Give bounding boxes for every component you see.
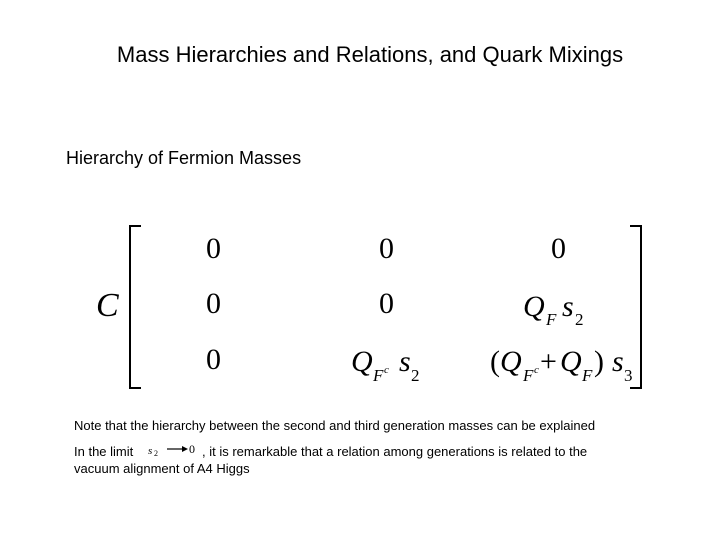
svg-text:(: ( <box>490 345 500 378</box>
matrix-cell-r2c1: 0 <box>206 287 221 320</box>
svg-text:s: s <box>148 445 153 457</box>
matrix-cell-r3c1: 0 <box>206 343 221 376</box>
note-line-2-prefix: In the limit <box>74 444 134 459</box>
svg-text:2: 2 <box>575 310 584 329</box>
note-line-3: vacuum alignment of A4 Higgs <box>74 461 250 476</box>
svg-text:Q: Q <box>560 345 582 378</box>
matrix-cell-r1c3: 0 <box>551 232 566 265</box>
svg-text:2: 2 <box>411 366 420 385</box>
matrix-cell-r2c2: 0 <box>379 287 394 320</box>
svg-text:s: s <box>399 345 411 378</box>
svg-text:+: + <box>540 345 557 378</box>
note-line-2-suffix: , it is remarkable that a relation among generations is related to the <box>202 444 588 459</box>
note-line-1: Note that the hierarchy between the second and third generation masses can be explained <box>74 418 596 433</box>
limit-expression <box>146 438 200 460</box>
matrix-right-bracket <box>630 226 641 388</box>
matrix-cell-r3c3 <box>490 345 633 385</box>
matrix-cell-r3c2 <box>351 345 420 385</box>
matrix-cell-r2c3 <box>523 290 584 329</box>
svg-text:0: 0 <box>189 442 195 456</box>
matrix-prefactor: C <box>96 287 119 324</box>
mass-matrix <box>90 218 660 398</box>
svg-text:c: c <box>534 364 539 376</box>
matrix-left-bracket <box>130 226 141 388</box>
svg-text:F: F <box>546 310 557 329</box>
svg-text:F: F <box>582 366 593 385</box>
matrix-cell-r1c1: 0 <box>206 232 221 265</box>
svg-text:F: F <box>523 366 534 385</box>
svg-text:Q: Q <box>500 345 522 378</box>
section-subtitle: Hierarchy of Fermion Masses <box>66 148 302 168</box>
svg-text:Q: Q <box>351 345 373 378</box>
svg-text:c: c <box>384 364 389 376</box>
svg-text:Q: Q <box>523 290 545 323</box>
slide-title: Mass Hierarchies and Relations, and Quark Mixings <box>116 42 624 67</box>
svg-text:): ) <box>594 345 604 378</box>
svg-text:s: s <box>612 345 624 378</box>
matrix-cell-r1c2: 0 <box>379 232 394 265</box>
svg-text:F: F <box>373 366 384 385</box>
svg-text:3: 3 <box>624 366 633 385</box>
svg-text:2: 2 <box>154 449 158 458</box>
svg-text:s: s <box>562 290 574 323</box>
